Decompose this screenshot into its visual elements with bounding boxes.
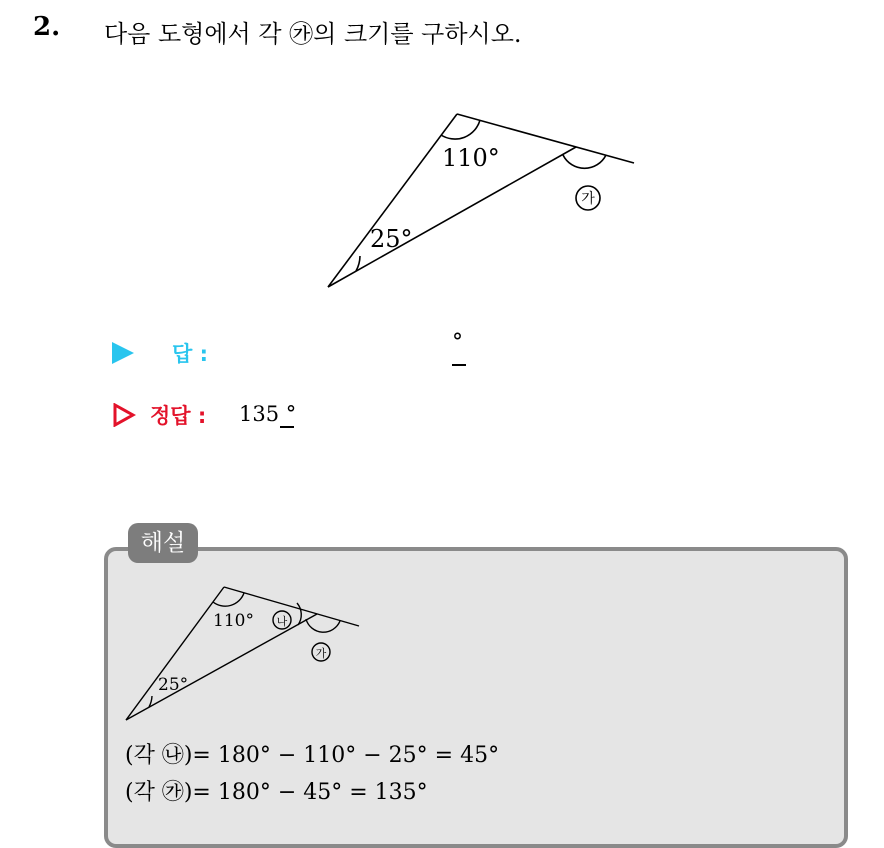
triangle-figure [320, 105, 650, 300]
correct-answer-label: 정답 : [150, 404, 207, 428]
answer-underline [452, 364, 466, 366]
solution-angle-label-25: 25° [158, 675, 189, 695]
correct-answer-row [112, 400, 512, 432]
correct-answer-value: 135 ° [239, 402, 297, 426]
solution-angle-arc-inner [297, 603, 301, 625]
angle-arc-exterior [563, 155, 606, 168]
solution-target-angle-label: 가 [315, 647, 327, 660]
angle-arc-top [441, 120, 480, 139]
answer-label: 답 : [172, 342, 208, 366]
target-angle-label: 가 [581, 191, 595, 207]
answer-arrow-icon [112, 342, 134, 364]
solution-equation-2: (각 ㉮)= 180° − 45° = 135° [125, 780, 428, 805]
answer-row [112, 330, 512, 370]
question-number: 2. [33, 12, 61, 42]
correct-arrow-icon [112, 403, 136, 427]
solution-tab: 해설 [128, 523, 198, 563]
angle-label-25: 25° [370, 225, 413, 253]
solution-triangle-figure [118, 580, 368, 725]
answer-blank[interactable]: ° [452, 330, 463, 355]
correct-answer-underline [280, 426, 294, 428]
question-text: 다음 도형에서 각 ㉮의 크기를 구하시오. [104, 20, 522, 48]
solution-inner-angle-label: 나 [276, 615, 288, 628]
angle-label-110: 110° [442, 144, 500, 172]
triangle-side-left [328, 114, 457, 287]
solution-angle-label-110: 110° [213, 611, 254, 631]
solution-equation-1: (각 ㉯)= 180° − 110° − 25° = 45° [125, 743, 500, 768]
solution-angle-arc-exterior [306, 619, 340, 632]
solution-side-left [126, 587, 224, 720]
